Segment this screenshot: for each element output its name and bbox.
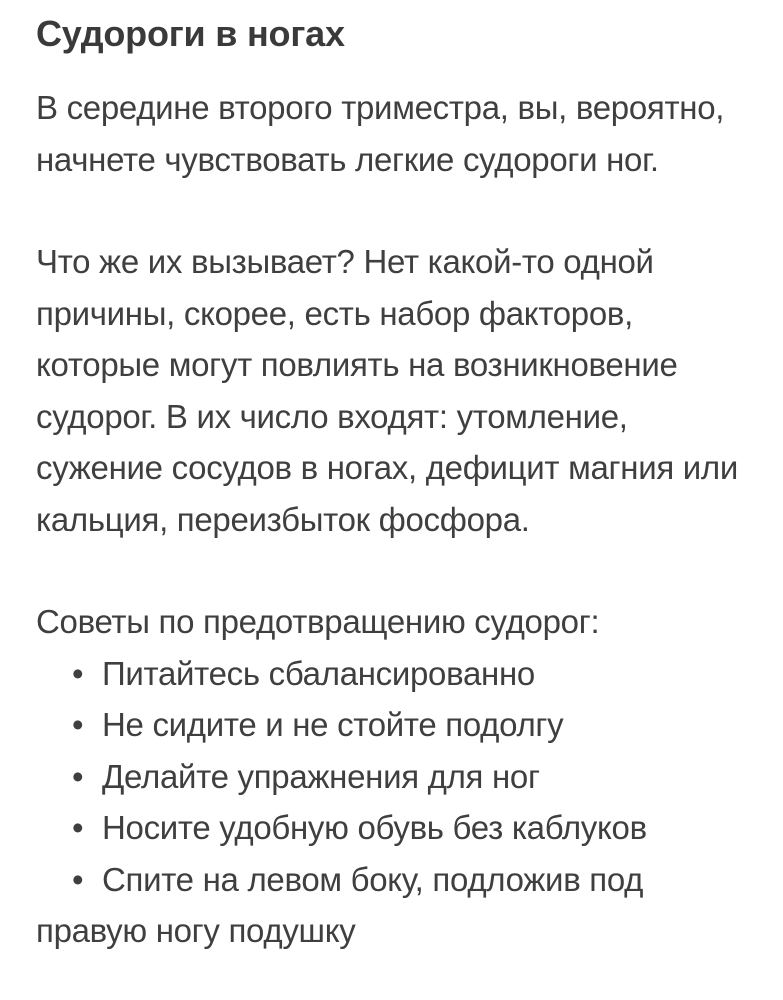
article-title: Судороги в ногах: [36, 13, 345, 54]
list-item: [36, 802, 755, 854]
list-item: [36, 751, 755, 803]
tip-text: Делайте упражнения для ног: [102, 757, 540, 795]
tip-text: Носите удобную обувь без каблуков: [102, 809, 647, 846]
list-item: [36, 854, 755, 957]
tip-text: Питайтесь сбалансированно: [102, 654, 535, 692]
paragraph-causes: Что же их вызывает? Нет какой-то одной причины, скорее, есть набор факторов, которые могут повлиять на возникновение судорог. В их число входят: утомление, сужение сосудов в ногах, дефицит магния или кальция, переизбыток фосфора.: [36, 243, 738, 538]
tip-text: Спите на левом боку, подложив под правую ногу подушку: [36, 860, 644, 949]
bullet-icon: •: [72, 809, 84, 846]
bullet-icon: •: [72, 860, 84, 898]
list-item: [36, 648, 755, 700]
tips-heading: Советы по предотвращению судорог:: [36, 603, 600, 640]
tips-list: [36, 648, 755, 957]
paragraph-intro: В середине второго триместра, вы, вероятно, начнете чувствовать легкие судороги ног.: [36, 89, 725, 178]
bullet-icon: •: [72, 757, 84, 795]
tip-text: Не сидите и не стойте подолгу: [102, 706, 564, 743]
bullet-icon: •: [72, 706, 84, 743]
list-item: [36, 699, 755, 751]
bullet-icon: •: [72, 654, 84, 692]
